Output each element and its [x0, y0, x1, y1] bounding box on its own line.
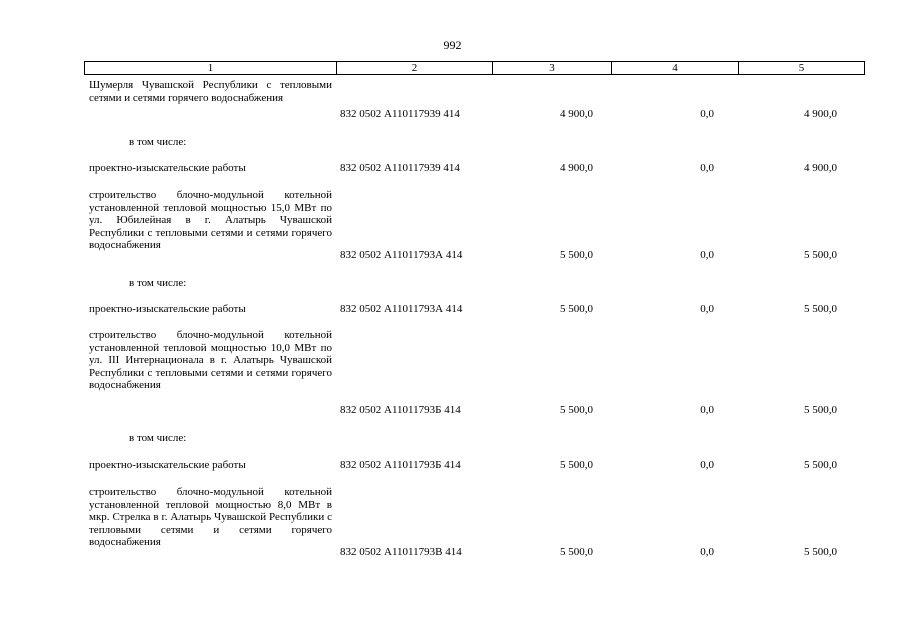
row-name: в том числе:	[129, 432, 187, 444]
row-code: 832 0502 А11011793А 414	[340, 303, 463, 315]
row-name: проектно-изыскательские работы	[89, 303, 246, 315]
row-value-col5: 4 900,0	[804, 108, 837, 120]
row-value-col4: 0,0	[700, 249, 714, 261]
row-value-col3: 5 500,0	[560, 303, 593, 315]
row-code: 832 0502 А11011793Б 414	[340, 404, 461, 416]
column-header-2: 2	[337, 62, 493, 75]
row-name: строительство блочно-модульной котельной установленной тепловой мощностью 15,0 МВт по ул. Юбилейная в г. Алатырь Чувашской Республики с тепловыми сетями и сетями горячего водоснабжения	[89, 189, 332, 251]
column-header-1: 1	[85, 62, 337, 75]
row-value-col3: 4 900,0	[560, 108, 593, 120]
row-value-col4: 0,0	[700, 303, 714, 315]
column-header-5: 5	[739, 62, 865, 75]
row-name: в том числе:	[129, 136, 187, 148]
row-value-col3: 4 900,0	[560, 162, 593, 174]
row-value-col4: 0,0	[700, 546, 714, 558]
row-value-col5: 5 500,0	[804, 404, 837, 416]
row-value-col3: 5 500,0	[560, 404, 593, 416]
row-value-col3: 5 500,0	[560, 546, 593, 558]
row-code: 832 0502 А11011793В 414	[340, 546, 462, 558]
row-name: строительство блочно-модульной котельной установленной тепловой мощностью 10,0 МВт по ул. III Интернационала в г. Алатырь Чувашской Республики с тепловыми сетями и сетями горячего водоснабжения	[89, 329, 332, 391]
row-value-col3: 5 500,0	[560, 459, 593, 471]
page-number: 992	[443, 38, 462, 52]
row-code: 832 0502 А11011793Б 414	[340, 459, 461, 471]
column-header-3: 3	[493, 62, 612, 75]
row-code: 832 0502 А11011793А 414	[340, 249, 463, 261]
row-code: 832 0502 А110117939 414	[340, 108, 460, 120]
row-code: 832 0502 А110117939 414	[340, 162, 460, 174]
row-value-col4: 0,0	[700, 404, 714, 416]
row-name: в том числе:	[129, 277, 187, 289]
row-value-col5: 5 500,0	[804, 249, 837, 261]
row-name: проектно-изыскательские работы	[89, 459, 246, 471]
row-value-col5: 5 500,0	[804, 546, 837, 558]
column-header-row	[84, 61, 865, 75]
row-value-col4: 0,0	[700, 108, 714, 120]
row-name: Шумерля Чувашской Республики с тепловыми сетями и сетями горячего водоснабжения	[89, 79, 332, 104]
row-value-col4: 0,0	[700, 459, 714, 471]
row-value-col3: 5 500,0	[560, 249, 593, 261]
column-header-4: 4	[612, 62, 739, 75]
row-name: проектно-изыскательские работы	[89, 162, 246, 174]
row-value-col5: 5 500,0	[804, 303, 837, 315]
row-value-col4: 0,0	[700, 162, 714, 174]
row-name: строительство блочно-модульной котельной установленной тепловой мощностью 8,0 МВт в мкр. Стрелка в г. Алатырь Чувашской Республики с тепловыми сетями и сетями горячего водоснабжения	[89, 486, 332, 548]
row-value-col5: 5 500,0	[804, 459, 837, 471]
row-value-col5: 4 900,0	[804, 162, 837, 174]
